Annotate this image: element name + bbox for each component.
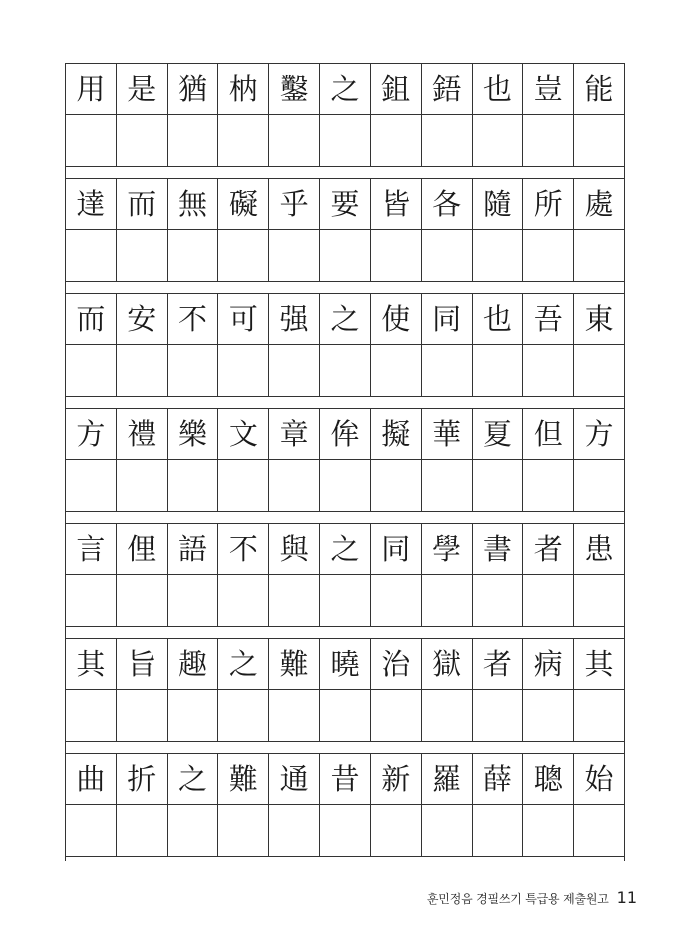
practice-cell[interactable] bbox=[320, 805, 371, 856]
model-char-cell: 折 bbox=[117, 754, 168, 804]
model-char-cell: 新 bbox=[371, 754, 422, 804]
practice-cell[interactable] bbox=[218, 345, 269, 396]
model-char-cell: 者 bbox=[473, 639, 524, 689]
model-char-cell: 要 bbox=[320, 179, 371, 229]
practice-cell[interactable] bbox=[371, 345, 422, 396]
practice-cell[interactable] bbox=[218, 575, 269, 626]
model-char-cell: 曲 bbox=[66, 754, 117, 804]
practice-cell[interactable] bbox=[574, 115, 624, 166]
practice-cell[interactable] bbox=[66, 805, 117, 856]
model-char-cell: 語 bbox=[168, 524, 219, 574]
practice-cell[interactable] bbox=[168, 575, 219, 626]
practice-cell[interactable] bbox=[371, 805, 422, 856]
practice-cell[interactable] bbox=[371, 690, 422, 741]
model-char-cell: 而 bbox=[66, 294, 117, 344]
practice-cell[interactable] bbox=[66, 690, 117, 741]
practice-cell[interactable] bbox=[473, 115, 524, 166]
char-block-3 bbox=[66, 293, 624, 397]
model-char-cell: 俚 bbox=[117, 524, 168, 574]
model-char-row bbox=[66, 294, 624, 345]
model-char-cell: 難 bbox=[269, 639, 320, 689]
model-char-row bbox=[66, 639, 624, 690]
model-char-cell: 東 bbox=[584, 301, 614, 336]
model-char-cell: 處 bbox=[584, 186, 614, 221]
model-char-cell: 其 bbox=[66, 639, 117, 689]
practice-cell[interactable] bbox=[66, 230, 117, 281]
model-char-cell: 皆 bbox=[371, 179, 422, 229]
model-char-cell: 但 bbox=[523, 409, 574, 459]
practice-cell[interactable] bbox=[320, 230, 371, 281]
model-char-cell: 趣 bbox=[168, 639, 219, 689]
model-char-cell: 通 bbox=[269, 754, 320, 804]
page-footer bbox=[427, 888, 637, 907]
practice-cell[interactable] bbox=[422, 690, 473, 741]
practice-cell[interactable] bbox=[574, 230, 624, 281]
model-char-row bbox=[66, 64, 624, 115]
model-char-cell: 侔 bbox=[320, 409, 371, 459]
practice-cell[interactable] bbox=[320, 345, 371, 396]
practice-cell[interactable] bbox=[371, 575, 422, 626]
practice-cell[interactable] bbox=[574, 575, 624, 626]
practice-cell[interactable] bbox=[523, 345, 574, 396]
practice-cell[interactable] bbox=[422, 345, 473, 396]
model-char-cell: 之 bbox=[320, 294, 371, 344]
practice-cell[interactable] bbox=[117, 805, 168, 856]
practice-cell[interactable] bbox=[371, 460, 422, 511]
practice-cell[interactable] bbox=[523, 575, 574, 626]
practice-cell[interactable] bbox=[117, 690, 168, 741]
practice-cell[interactable] bbox=[269, 575, 320, 626]
model-char-cell: 能 bbox=[584, 71, 614, 106]
model-char-cell: 曉 bbox=[320, 639, 371, 689]
model-char-cell: 方 bbox=[66, 409, 117, 459]
model-char-cell: 枘 bbox=[218, 64, 269, 114]
practice-cell[interactable] bbox=[574, 690, 624, 741]
model-char-cell: 鑿 bbox=[269, 64, 320, 114]
model-char-cell: 安 bbox=[117, 294, 168, 344]
footer-title: 훈민정음 경필쓰기 특급용 제출원고 bbox=[426, 892, 609, 906]
model-char-cell: 獄 bbox=[422, 639, 473, 689]
practice-row bbox=[66, 690, 624, 741]
writing-grid-sheet bbox=[65, 63, 625, 861]
practice-cell[interactable] bbox=[473, 575, 524, 626]
model-char-cell: 難 bbox=[218, 754, 269, 804]
practice-cell[interactable] bbox=[218, 805, 269, 856]
model-char-cell: 强 bbox=[269, 294, 320, 344]
model-char-cell: 書 bbox=[473, 524, 524, 574]
model-char-cell: 薛 bbox=[473, 754, 524, 804]
model-char-cell: 始 bbox=[584, 761, 614, 796]
practice-cell[interactable] bbox=[574, 805, 624, 856]
practice-row bbox=[66, 805, 624, 856]
model-char-cell: 同 bbox=[371, 524, 422, 574]
model-char-cell: 不 bbox=[218, 524, 269, 574]
char-block-5 bbox=[66, 523, 624, 627]
model-char-row bbox=[66, 754, 624, 805]
practice-cell[interactable] bbox=[422, 230, 473, 281]
practice-cell[interactable] bbox=[422, 805, 473, 856]
model-char-cell: 之 bbox=[320, 64, 371, 114]
model-char-cell: 文 bbox=[218, 409, 269, 459]
model-char-cell: 禮 bbox=[117, 409, 168, 459]
model-char-row bbox=[66, 409, 624, 460]
practice-cell[interactable] bbox=[422, 115, 473, 166]
char-block-7 bbox=[66, 753, 624, 857]
practice-cell[interactable] bbox=[117, 575, 168, 626]
practice-row bbox=[66, 115, 624, 166]
model-char-cell: 者 bbox=[523, 524, 574, 574]
char-block-4 bbox=[66, 408, 624, 512]
practice-cell[interactable] bbox=[320, 115, 371, 166]
model-char-cell: 礙 bbox=[218, 179, 269, 229]
practice-cell[interactable] bbox=[269, 805, 320, 856]
practice-cell[interactable] bbox=[117, 115, 168, 166]
practice-cell[interactable] bbox=[117, 345, 168, 396]
practice-cell[interactable] bbox=[422, 460, 473, 511]
practice-row bbox=[66, 460, 624, 511]
practice-cell[interactable] bbox=[473, 460, 524, 511]
model-char-cell: 鋙 bbox=[422, 64, 473, 114]
practice-cell[interactable] bbox=[473, 690, 524, 741]
model-char-cell: 章 bbox=[269, 409, 320, 459]
practice-cell[interactable] bbox=[168, 805, 219, 856]
practice-cell[interactable] bbox=[66, 345, 117, 396]
practice-cell[interactable] bbox=[320, 690, 371, 741]
practice-cell[interactable] bbox=[523, 690, 574, 741]
char-block-2 bbox=[66, 178, 624, 282]
model-char-cell: 所 bbox=[523, 179, 574, 229]
practice-cell[interactable] bbox=[168, 690, 219, 741]
model-char-cell: 而 bbox=[117, 179, 168, 229]
practice-cell[interactable] bbox=[66, 460, 117, 511]
practice-cell[interactable] bbox=[168, 230, 219, 281]
model-char-cell: 治 bbox=[371, 639, 422, 689]
practice-cell[interactable] bbox=[269, 460, 320, 511]
practice-cell[interactable] bbox=[168, 115, 219, 166]
model-char-cell: 鉏 bbox=[371, 64, 422, 114]
practice-cell[interactable] bbox=[66, 115, 117, 166]
practice-cell[interactable] bbox=[218, 115, 269, 166]
practice-cell[interactable] bbox=[523, 115, 574, 166]
model-char-cell: 達 bbox=[66, 179, 117, 229]
practice-cell[interactable] bbox=[473, 230, 524, 281]
practice-cell[interactable] bbox=[269, 115, 320, 166]
practice-cell[interactable] bbox=[168, 460, 219, 511]
practice-cell[interactable] bbox=[117, 230, 168, 281]
practice-cell[interactable] bbox=[269, 345, 320, 396]
model-char-cell: 患 bbox=[584, 531, 614, 566]
model-char-cell: 聰 bbox=[523, 754, 574, 804]
model-char-cell: 旨 bbox=[117, 639, 168, 689]
practice-cell[interactable] bbox=[269, 230, 320, 281]
model-char-cell: 昔 bbox=[320, 754, 371, 804]
model-char-cell: 可 bbox=[218, 294, 269, 344]
practice-cell[interactable] bbox=[218, 690, 269, 741]
model-char-cell: 羅 bbox=[422, 754, 473, 804]
model-char-row bbox=[66, 524, 624, 575]
practice-cell[interactable] bbox=[523, 805, 574, 856]
practice-cell[interactable] bbox=[574, 345, 624, 396]
model-char-cell: 夏 bbox=[473, 409, 524, 459]
practice-cell[interactable] bbox=[473, 345, 524, 396]
practice-row bbox=[66, 230, 624, 281]
model-char-cell: 之 bbox=[320, 524, 371, 574]
model-char-cell: 乎 bbox=[269, 179, 320, 229]
model-char-cell: 華 bbox=[422, 409, 473, 459]
model-char-cell: 不 bbox=[168, 294, 219, 344]
model-char-cell: 其 bbox=[584, 646, 614, 681]
char-block-6 bbox=[66, 638, 624, 742]
page-number: 11 bbox=[616, 888, 637, 907]
model-char-cell: 是 bbox=[117, 64, 168, 114]
practice-cell[interactable] bbox=[66, 575, 117, 626]
practice-cell[interactable] bbox=[523, 460, 574, 511]
practice-cell[interactable] bbox=[371, 115, 422, 166]
practice-row bbox=[66, 575, 624, 626]
practice-cell[interactable] bbox=[117, 460, 168, 511]
practice-cell[interactable] bbox=[269, 690, 320, 741]
model-char-cell: 使 bbox=[371, 294, 422, 344]
model-char-cell: 同 bbox=[422, 294, 473, 344]
model-char-cell: 之 bbox=[218, 639, 269, 689]
model-char-cell: 也 bbox=[473, 64, 524, 114]
practice-cell[interactable] bbox=[574, 460, 624, 511]
model-char-cell: 無 bbox=[168, 179, 219, 229]
practice-cell[interactable] bbox=[320, 575, 371, 626]
model-char-cell: 學 bbox=[422, 524, 473, 574]
model-char-cell: 也 bbox=[473, 294, 524, 344]
practice-cell[interactable] bbox=[422, 575, 473, 626]
practice-cell[interactable] bbox=[371, 230, 422, 281]
model-char-cell: 猶 bbox=[168, 64, 219, 114]
practice-cell[interactable] bbox=[218, 460, 269, 511]
model-char-row bbox=[66, 179, 624, 230]
practice-cell[interactable] bbox=[473, 805, 524, 856]
model-char-cell: 擬 bbox=[371, 409, 422, 459]
practice-row bbox=[66, 345, 624, 396]
model-char-cell: 之 bbox=[168, 754, 219, 804]
char-block-1 bbox=[66, 63, 624, 167]
practice-cell[interactable] bbox=[320, 460, 371, 511]
model-char-cell: 各 bbox=[422, 179, 473, 229]
practice-cell[interactable] bbox=[218, 230, 269, 281]
model-char-cell: 吾 bbox=[523, 294, 574, 344]
model-char-cell: 病 bbox=[523, 639, 574, 689]
model-char-cell: 豈 bbox=[523, 64, 574, 114]
practice-cell[interactable] bbox=[523, 230, 574, 281]
practice-cell[interactable] bbox=[168, 345, 219, 396]
model-char-cell: 與 bbox=[269, 524, 320, 574]
model-char-cell: 用 bbox=[66, 64, 117, 114]
model-char-cell: 言 bbox=[66, 524, 117, 574]
model-char-cell: 隨 bbox=[473, 179, 524, 229]
model-char-cell: 樂 bbox=[168, 409, 219, 459]
model-char-cell: 方 bbox=[584, 416, 614, 451]
